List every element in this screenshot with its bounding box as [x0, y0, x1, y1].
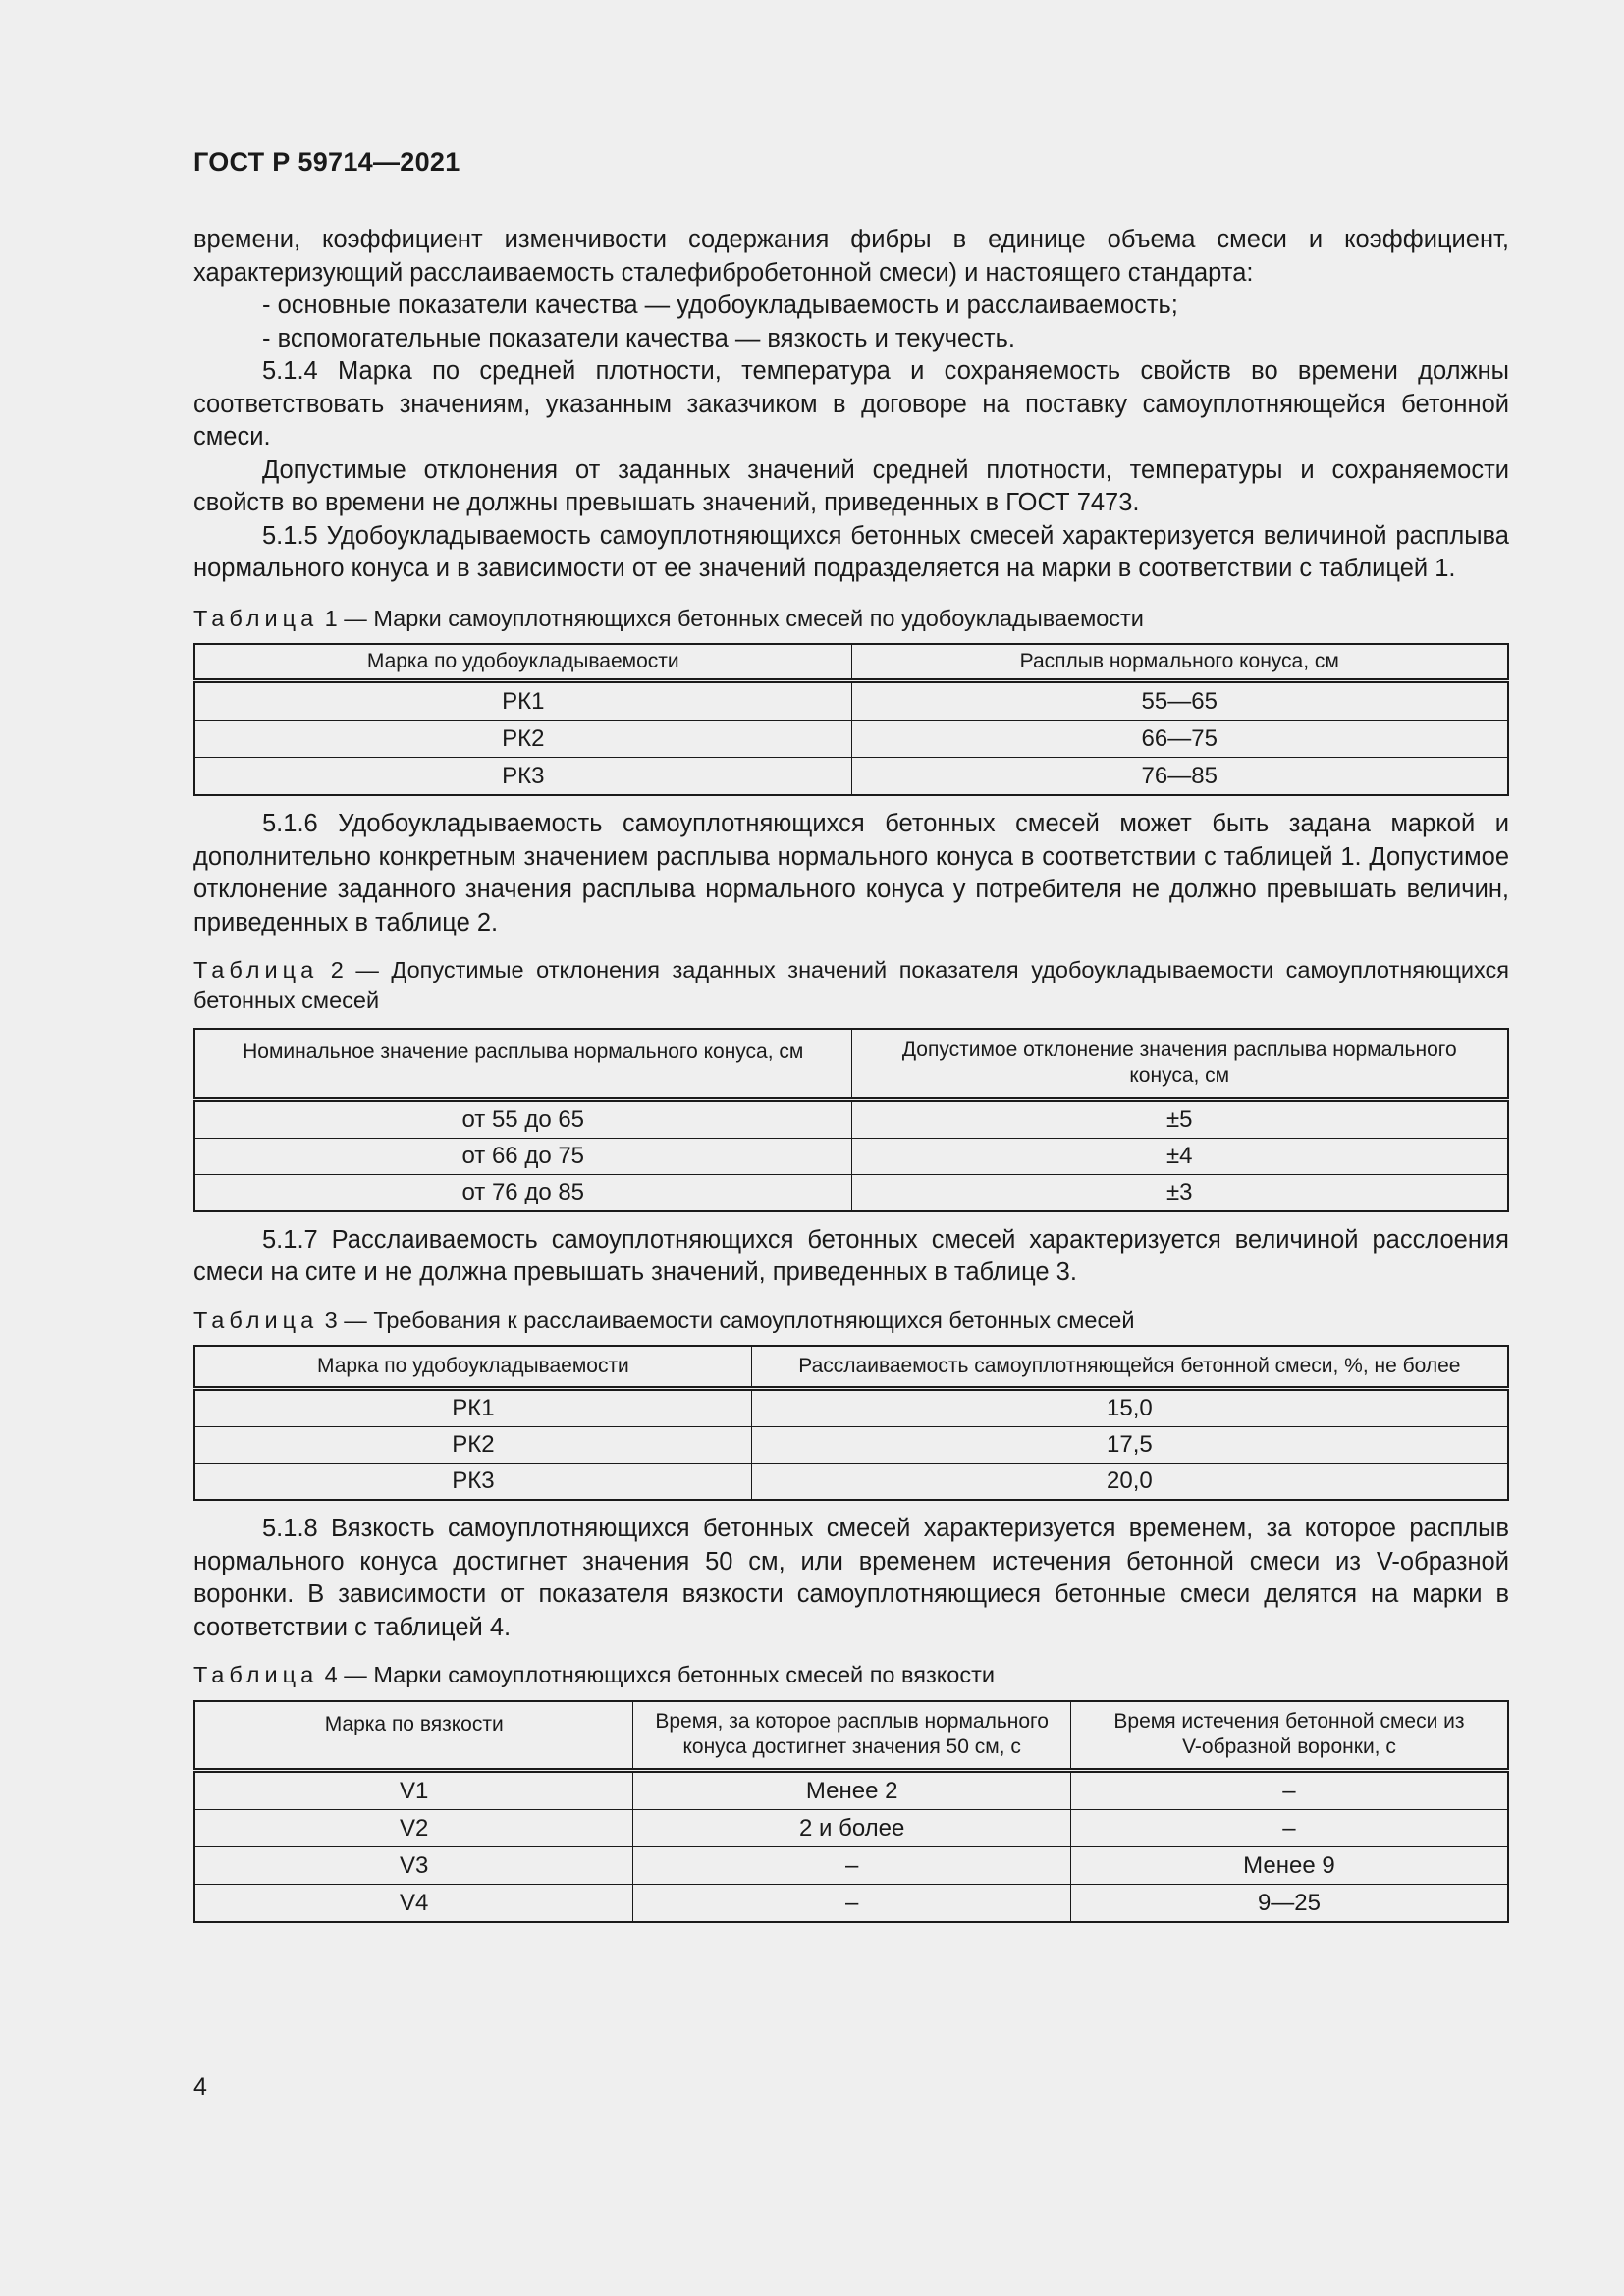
table-header-cell: Марка по удобоукладываемости [194, 1346, 751, 1389]
table-header-cell: Номинальное значение расплыва нормального конуса, см [194, 1029, 851, 1099]
paragraph: 5.1.6 Удобоукладываемость самоуплотняющихся бетонных смесей может быть задана маркой и дополнительно конкретным значением расплыва нормального конуса в соответствии с таблицей 1. Допустимое отклонение заданного значения расплыва нормального конуса у потребителя не должно превышать величин, приведенных в таблице 2. [193, 810, 1509, 936]
table-cell: – [1070, 1770, 1508, 1809]
list-item: - вспомогательные показатели качества — вязкость и текучесть. [262, 324, 1015, 352]
table-cell: 20,0 [751, 1464, 1508, 1501]
table-cell: 9—25 [1070, 1884, 1508, 1922]
table-cell: 2 и более [633, 1809, 1071, 1846]
paragraph: 5.1.5 Удобоукладываемость самоуплотняющихся бетонных смесей характеризуется величиной расплыва нормального конуса и в зависимости от ее значений подразделяется на марки в соответствии с таблицей 1. [193, 521, 1509, 582]
table-cell: РК1 [194, 1389, 751, 1427]
table-1 [193, 643, 1509, 797]
table-caption [193, 1306, 1509, 1336]
paragraph: 5.1.8 Вязкость самоуплотняющихся бетонных смесей характеризуется временем, за которое расплыв нормального конуса достигнет значения 50 см, или временем истечения бетонной смеси из V-образной воронки. В зависимости от показателя вязкости самоуплотняющиеся бетонные смеси делятся на марки в соответствии с таблицей 4. [193, 1515, 1509, 1641]
table-label: Таблица [193, 1662, 319, 1687]
table-cell: от 55 до 65 [194, 1099, 851, 1138]
table-caption-text: 4 — Марки самоуплотняющихся бетонных смесей по вязкости [318, 1662, 995, 1687]
table-cell: – [633, 1884, 1071, 1922]
table-header-cell: Время, за которое расплыв нормального конуса достигнет значения 50 см, с [633, 1701, 1071, 1770]
table-row [194, 1138, 1508, 1174]
table-label: Таблица [193, 605, 319, 631]
table-row [194, 1884, 1508, 1922]
table-row [194, 1809, 1508, 1846]
table-row [194, 1846, 1508, 1884]
table-header-cell: Время истечения бетонной смеси из V-образной воронки, с [1070, 1701, 1508, 1770]
table-cell: от 76 до 85 [194, 1174, 851, 1211]
table-label: Таблица [193, 1307, 319, 1333]
table-cell: 55—65 [851, 681, 1508, 721]
table-header-cell: Расплыв нормального конуса, см [851, 644, 1508, 681]
paragraph: 5.1.4 Марка по средней плотности, температура и сохраняемость свойств во времени должны соответствовать значениям, указанным заказчиком в договоре на поставку самоуплотняющейся бетонной смеси. [193, 357, 1509, 451]
table-cell: V2 [194, 1809, 633, 1846]
table-cell: V3 [194, 1846, 633, 1884]
table-cell: Менее 2 [633, 1770, 1071, 1809]
table-caption [193, 604, 1509, 634]
table-cell: ±3 [851, 1174, 1508, 1211]
table-row [194, 681, 1508, 721]
page-content [193, 224, 1509, 1923]
table-row [194, 1389, 1508, 1427]
page-number: 4 [193, 2073, 207, 2101]
table-header-cell: Расслаиваемость самоуплотняющейся бетонной смеси, %, не более [751, 1346, 1508, 1389]
table-cell: 76—85 [851, 758, 1508, 796]
list-item: - основные показатели качества — удобоукладываемость и расслаиваемость; [262, 292, 1178, 319]
table-row [194, 1770, 1508, 1809]
table-3 [193, 1345, 1509, 1502]
table-cell: РК3 [194, 1464, 751, 1501]
table-row [194, 1464, 1508, 1501]
paragraph: 5.1.7 Расслаиваемость самоуплотняющихся бетонных смесей характеризуется величиной расслоения смеси на сите и не должна превышать значений, приведенных в таблице 3. [193, 1225, 1509, 1286]
table-header-cell: Марка по удобоукладываемости [194, 644, 851, 681]
table-caption-text: 2 — Допустимые отклонения заданных значений показателя удобоукладываемости самоуплотняющихся бетонных смесей [193, 957, 1509, 1013]
table-cell: Менее 9 [1070, 1846, 1508, 1884]
table-header-cell: Марка по вязкости [194, 1701, 633, 1770]
table-cell: V4 [194, 1884, 633, 1922]
document-header: ГОСТ Р 59714—2021 [193, 147, 460, 177]
table-cell: РК1 [194, 681, 851, 721]
table-row [194, 1099, 1508, 1138]
table-caption [193, 955, 1509, 1016]
table-cell: ±4 [851, 1138, 1508, 1174]
table-row [194, 1174, 1508, 1211]
table-row [194, 1427, 1508, 1464]
paragraph: времени, коэффициент изменчивости содержания фибры в единице объема смеси и коэффициент, характеризующий расслаиваемость сталефибробетонной смеси) и настоящего стандарта: [193, 226, 1509, 287]
table-cell: 15,0 [751, 1389, 1508, 1427]
table-cell: РК2 [194, 1427, 751, 1464]
table-row [194, 721, 1508, 758]
table-caption [193, 1660, 1509, 1690]
table-caption-text: 3 — Требования к расслаиваемости самоуплотняющихся бетонных смесей [318, 1307, 1135, 1333]
table-cell: – [1070, 1809, 1508, 1846]
table-caption-text: 1 — Марки самоуплотняющихся бетонных смесей по удобоукладываемости [318, 605, 1144, 631]
table-header-cell: Допустимое отклонение значения расплыва нормального конуса, см [851, 1029, 1508, 1099]
paragraph: Допустимые отклонения от заданных значений средней плотности, температуры и сохраняемости свойств во времени не должны превышать значений, приведенных в ГОСТ 7473. [193, 455, 1509, 516]
table-2 [193, 1028, 1509, 1212]
table-cell: РК2 [194, 721, 851, 758]
table-label: Таблица [193, 957, 319, 983]
table-cell: – [633, 1846, 1071, 1884]
table-cell: V1 [194, 1770, 633, 1809]
table-cell: РК3 [194, 758, 851, 796]
table-row [194, 758, 1508, 796]
table-4 [193, 1700, 1509, 1923]
table-cell: 66—75 [851, 721, 1508, 758]
table-cell: ±5 [851, 1099, 1508, 1138]
table-cell: 17,5 [751, 1427, 1508, 1464]
table-cell: от 66 до 75 [194, 1138, 851, 1174]
